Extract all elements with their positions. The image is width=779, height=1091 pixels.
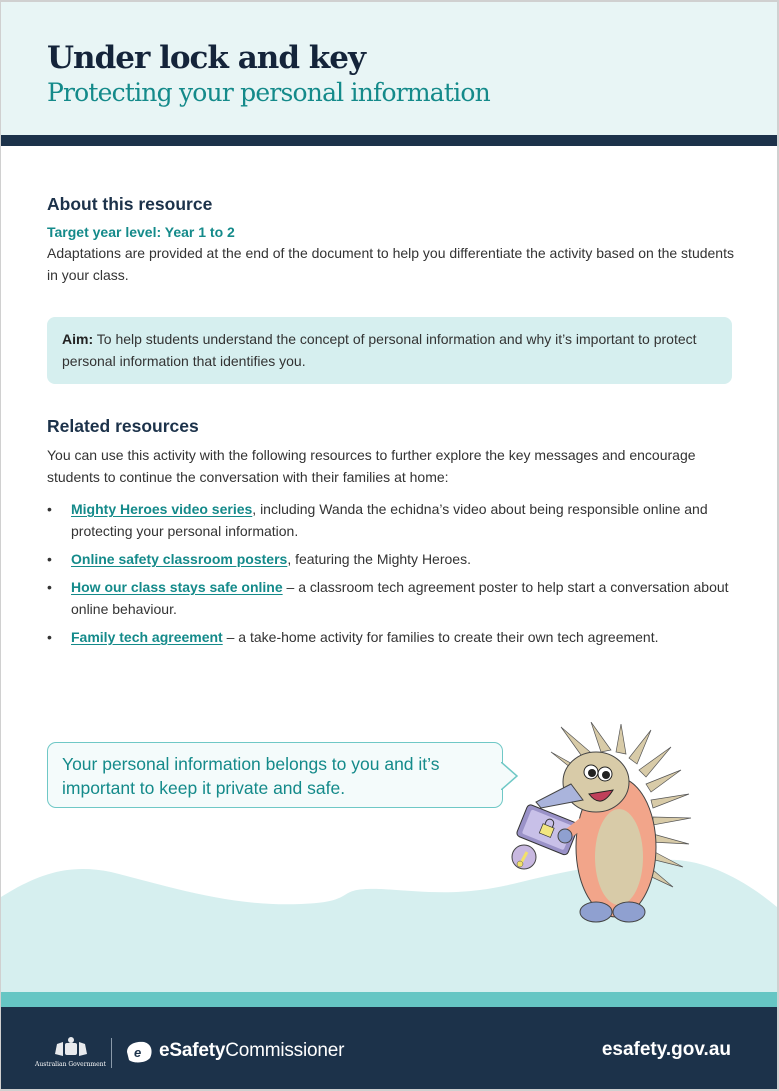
about-section [47, 192, 737, 286]
callout-text: Your personal information belongs to you and it’s important to keep it private and safe. [62, 754, 440, 798]
brand-rest: Commissioner [225, 1040, 345, 1061]
resource-list [47, 498, 737, 648]
aim-text: To help students understand the concept of personal information and why it’s important to protect personal information that identifies you. [62, 331, 697, 369]
list-item [47, 626, 737, 648]
footer-logo-divider [111, 1038, 112, 1068]
link-mighty-heroes-video-series[interactable]: Mighty Heroes video series [71, 501, 253, 517]
svg-text:e: e [134, 1045, 142, 1060]
list-item-text: , featuring the Mighty Heroes. [287, 551, 471, 567]
list-item [47, 548, 737, 570]
about-description: Adaptations are provided at the end of the document to help you differentiate the activity based on the students in your class. [47, 245, 734, 283]
link-family-tech-agreement[interactable]: Family tech agreement [71, 629, 223, 645]
list-item-text: , including Wanda the echidna’s video about being responsible online and protecting your personal information. [71, 501, 708, 539]
related-heading: Related resources [47, 416, 199, 436]
header-divider-bar [1, 135, 777, 146]
list-item [47, 576, 737, 620]
related-intro: You can use this activity with the following resources to further explore the key messages and encourage students to continue the conversation with their families at home: [47, 447, 696, 485]
aim-box [47, 317, 732, 384]
page-title: Under lock and key [47, 40, 366, 76]
brand-bold: eSafety [159, 1040, 226, 1061]
list-item [47, 498, 737, 542]
page-subtitle: Protecting your personal information [47, 78, 490, 107]
echidna-illustration [491, 722, 731, 932]
target-year-level: Target year level: Year 1 to 2 [47, 224, 235, 240]
esafety-logo-icon [124, 1040, 154, 1064]
aim-label: Aim: [62, 331, 94, 347]
speech-bubble [47, 742, 503, 808]
link-how-our-class-stays-safe-online[interactable]: How our class stays safe online [71, 579, 283, 595]
footer-teal-strip [1, 992, 777, 1007]
website-link[interactable]: esafety.gov.au [601, 1039, 731, 1060]
document-page [1, 2, 777, 1089]
related-resources-section [47, 414, 737, 648]
main-content [47, 192, 737, 654]
list-item-text: – a take-home activity for families to create their own tech agreement. [222, 629, 659, 645]
list-item-text: – a classroom tech agreement poster to help start a conversation about online behaviour. [71, 579, 729, 617]
link-online-safety-classroom-posters[interactable]: Online safety classroom posters [71, 551, 288, 567]
esafety-commissioner-wordmark [159, 1040, 344, 1062]
australian-government-label: Australian Government [35, 1061, 106, 1068]
about-heading: About this resource [47, 194, 213, 214]
